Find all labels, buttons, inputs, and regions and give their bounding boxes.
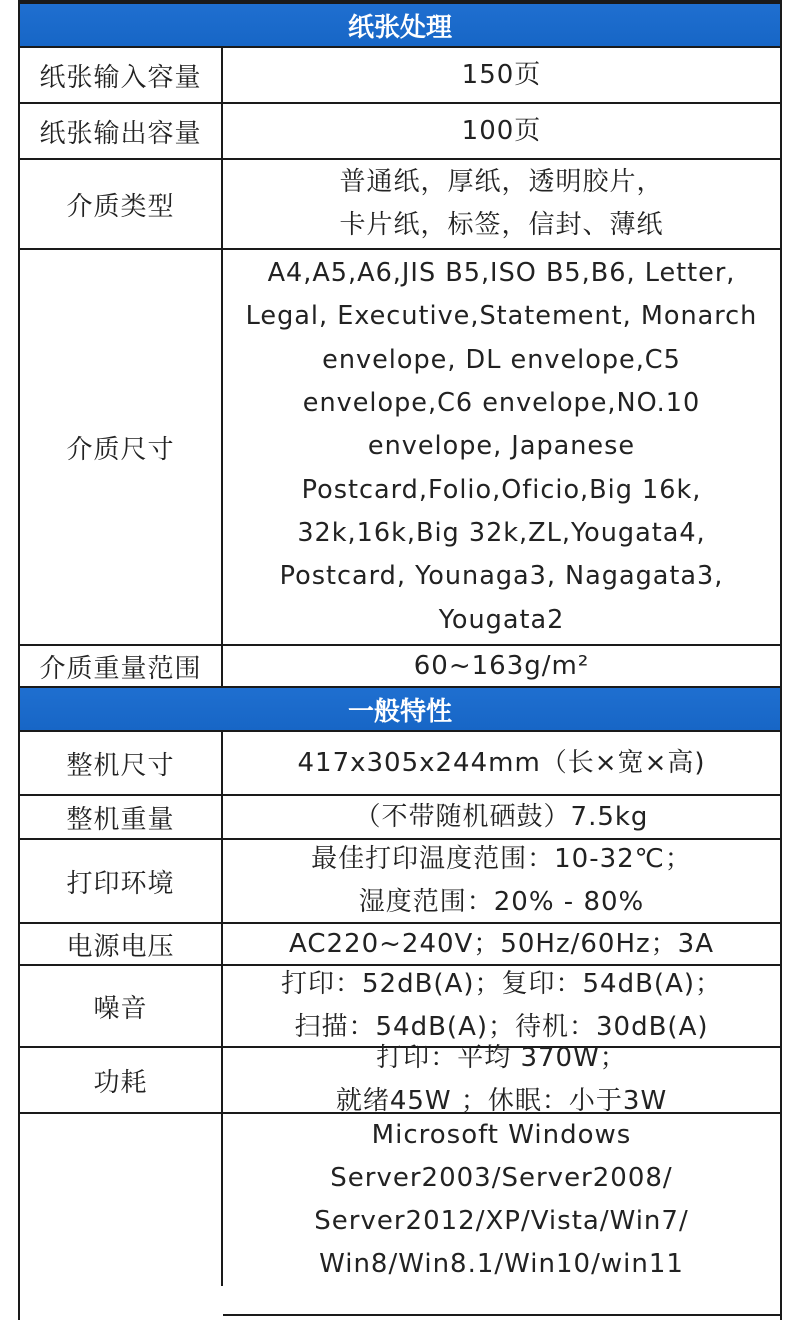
row-divider <box>223 1314 780 1316</box>
table-row <box>20 796 780 840</box>
row-label: 介质类型 <box>20 160 223 248</box>
row-value <box>223 732 780 794</box>
table-row <box>20 160 780 250</box>
table-row <box>20 250 780 646</box>
row-value <box>223 1043 780 1116</box>
row-label: 纸张输入容量 <box>20 48 223 102</box>
value-line: 32k,16k,Big 32k,ZL,Yougata4, <box>297 517 706 548</box>
table-row <box>20 646 780 688</box>
row-label: 功耗 <box>20 1048 223 1112</box>
table-row <box>20 1114 780 1286</box>
value-line: 60~163g/m² <box>413 650 590 681</box>
value-line: 卡片纸，标签，信封、薄纸 <box>339 210 664 240</box>
row-label: 纸张输出容量 <box>20 104 223 158</box>
row-label <box>20 1114 223 1286</box>
value-line: Microsoft Windows <box>371 1120 632 1150</box>
value-line: Win8/Win8.1/Win10/win11 <box>319 1249 684 1279</box>
section-header: 纸张处理 <box>20 4 780 48</box>
row-label: 介质重量范围 <box>20 646 223 686</box>
row-value <box>223 48 780 102</box>
table-row <box>20 104 780 160</box>
row-label: 打印环境 <box>20 840 223 922</box>
section-header: 一般特性 <box>20 688 780 732</box>
value-line: Legal, Executive,Statement, Monarch <box>245 301 758 332</box>
table-row <box>20 732 780 796</box>
table-row <box>20 48 780 104</box>
value-line: 普通纸，厚纸，透明胶片， <box>339 167 664 197</box>
row-value <box>223 250 780 644</box>
spec-table <box>18 0 782 1320</box>
value-line: 打印：52dB(A)；复印：54dB(A)； <box>281 969 722 999</box>
table-row <box>20 966 780 1048</box>
row-label: 电源电压 <box>20 924 223 964</box>
value-line: 150页 <box>461 59 542 90</box>
row-value <box>223 840 780 922</box>
row-value <box>223 924 780 964</box>
value-line: A4,A5,A6,JIS B5,ISO B5,B6, Letter, <box>267 258 736 289</box>
value-line: 扫描：54dB(A)；待机：30dB(A) <box>294 1012 709 1042</box>
row-label: 介质尺寸 <box>20 250 223 644</box>
row-label: 整机尺寸 <box>20 732 223 794</box>
value-line: Postcard, Younaga3, Nagagata3, <box>279 561 724 592</box>
row-value <box>223 104 780 158</box>
row-label: 整机重量 <box>20 796 223 838</box>
value-line: Server2012/XP/Vista/Win7/ <box>314 1206 689 1236</box>
value-line: 417x305x244mm（长×宽×高) <box>297 747 706 778</box>
value-line: 最佳打印温度范围：10-32℃； <box>311 844 692 874</box>
value-line: envelope, Japanese <box>367 431 636 462</box>
table-row <box>20 924 780 966</box>
table-row <box>20 840 780 924</box>
row-value <box>223 796 780 838</box>
value-line: 湿度范围：20% - 80% <box>358 887 645 917</box>
row-label: 噪音 <box>20 966 223 1046</box>
value-line: 就绪45W ；休眠：小于3W <box>335 1086 668 1116</box>
value-line: envelope, DL envelope,C5 <box>322 344 681 375</box>
value-line: 打印：平均 370W； <box>376 1043 627 1073</box>
row-value <box>223 160 780 248</box>
value-line: （不带随机硒鼓）7.5kg <box>354 801 649 832</box>
value-line: Postcard,Folio,Oficio,Big 16k, <box>301 474 702 505</box>
spec-rows <box>20 4 780 1286</box>
value-line: AC220~240V；50Hz/60Hz；3A <box>289 928 714 959</box>
table-row <box>20 1043 780 1116</box>
row-value <box>223 1114 780 1286</box>
value-line: 100页 <box>461 115 542 146</box>
row-value <box>223 646 780 686</box>
row-value <box>223 966 780 1046</box>
value-line: envelope,C6 envelope,NO.10 <box>302 388 701 419</box>
value-line: Server2003/Server2008/ <box>330 1163 673 1193</box>
value-line: Yougata2 <box>438 604 565 635</box>
